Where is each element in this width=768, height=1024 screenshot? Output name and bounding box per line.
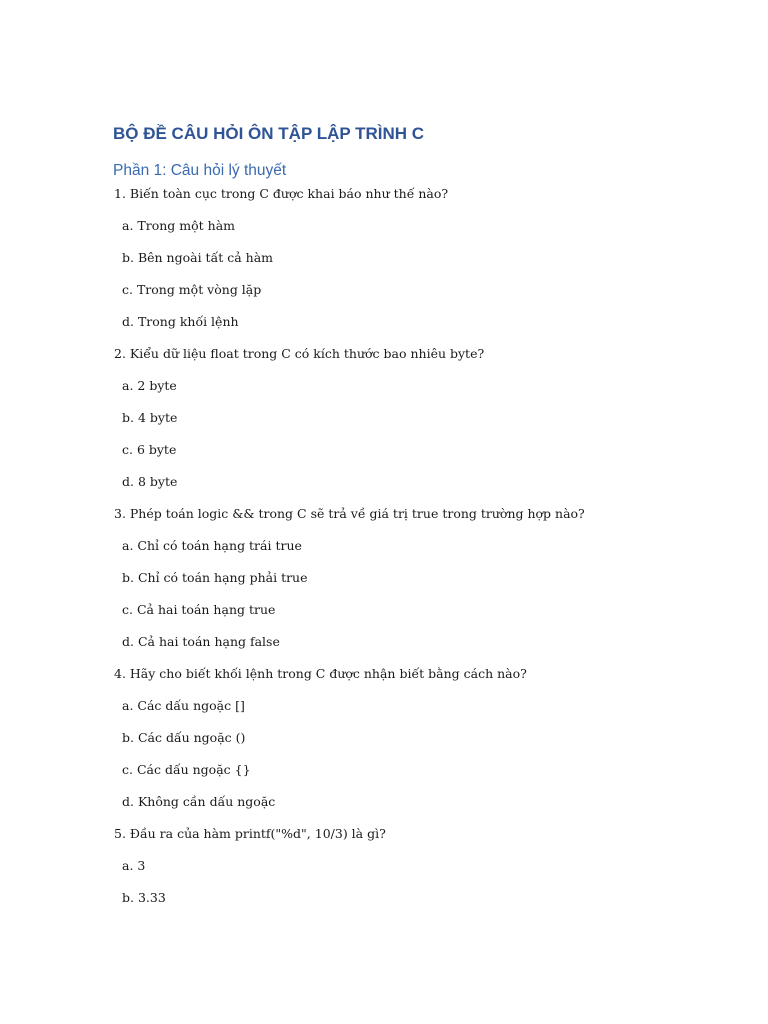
question-4-option-b: b. Các dấu ngoặc () [122,730,246,745]
question-3-option-d: d. Cả hai toán hạng false [122,634,280,649]
question-1-option-c: c. Trong một vòng lặp [122,282,262,297]
question-3: 3. Phép toán logic && trong C sẽ trả về giá trị true trong trường hợp nào? [114,506,585,521]
question-1: 1. Biến toàn cục trong C được khai báo như thế nào? [114,186,449,201]
question-5-option-b: b. 3.33 [122,890,166,905]
question-2-option-b: b. 4 byte [122,410,178,425]
question-4-option-d: d. Không cần dấu ngoặc [122,794,276,809]
question-2-option-d: d. 8 byte [122,474,178,489]
question-1-option-a: a. Trong một hàm [122,218,235,233]
question-1-option-d: d. Trong khối lệnh [122,314,239,329]
question-4-option-a: a. Các dấu ngoặc [] [122,698,245,713]
question-3-option-a: a. Chỉ có toán hạng trái true [122,538,302,553]
question-4-option-c: c. Các dấu ngoặc {} [122,762,251,777]
question-3-option-b: b. Chỉ có toán hạng phải true [122,570,308,585]
question-2-option-c: c. 6 byte [122,442,177,457]
question-3-option-c: c. Cả hai toán hạng true [122,602,276,617]
document-title: BỘ ĐỀ CÂU HỎI ÔN TẬP LẬP TRÌNH C [113,124,425,143]
question-5: 5. Đầu ra của hàm printf("%d", 10/3) là gì? [114,826,386,841]
question-2-option-a: a. 2 byte [122,378,177,393]
question-1-option-b: b. Bên ngoài tất cả hàm [122,250,274,265]
section-heading: Phần 1: Câu hỏi lý thuyết [113,162,287,179]
question-4: 4. Hãy cho biết khối lệnh trong C được nhận biết bằng cách nào? [114,666,527,681]
question-5-option-a: a. 3 [122,858,146,873]
question-2: 2. Kiểu dữ liệu float trong C có kích thước bao nhiêu byte? [114,346,485,361]
